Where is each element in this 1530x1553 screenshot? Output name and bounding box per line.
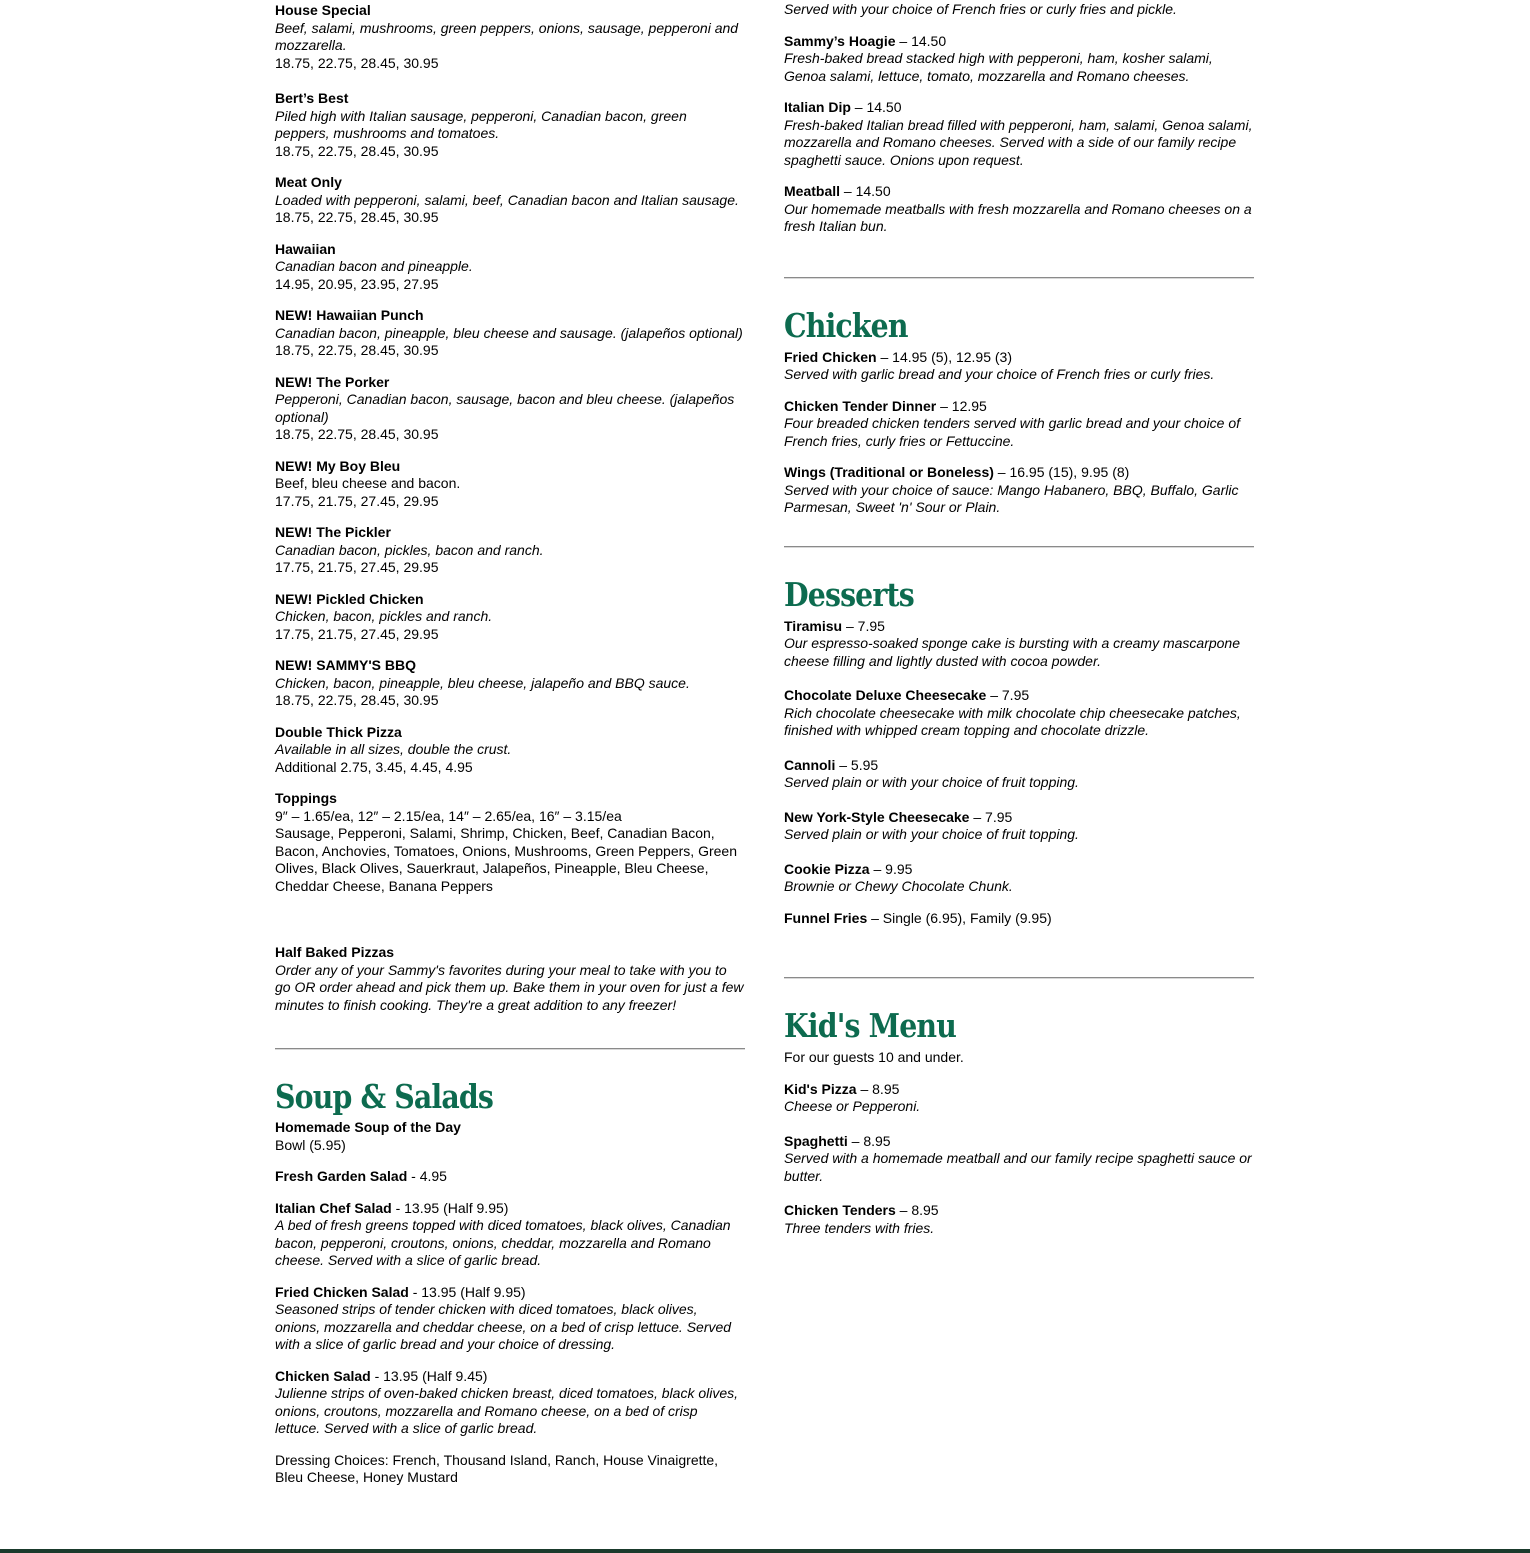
menu-item-hawaiian-punch: [275, 307, 745, 360]
item-price: – 8.95: [847, 1132, 891, 1149]
menu-item-kids-chicken-tenders: [784, 1202, 1254, 1237]
item-price: - 13.95 (Half 9.95): [408, 1283, 526, 1300]
item-description: Brownie or Chewy Chocolate Chunk.: [784, 878, 1013, 894]
item-price: – 8.95: [895, 1202, 939, 1218]
footer-bar: [0, 1549, 1530, 1553]
item-price: 14.95, 20.95, 23.95, 27.95: [275, 275, 439, 292]
item-description: Bowl (5.95): [275, 1136, 346, 1153]
menu-item-hawaiian: [275, 241, 745, 294]
item-description: Piled high with Italian sausage, pepperoni, Canadian bacon, green peppers, mushrooms and tomatoes.: [275, 107, 687, 141]
item-price: – 8.95: [856, 1080, 900, 1097]
item-name: Wings (Traditional or Boneless): [784, 464, 994, 480]
item-price: – 7.95: [969, 808, 1013, 825]
dressing-text: Dressing Choices: French, Thousand Island, Ranch, House Vinaigrette, Bleu Cheese, Honey Mustard: [275, 1451, 719, 1485]
toppings-block: [275, 790, 745, 895]
item-description: Our homemade meatballs with fresh mozzarella and Romano cheeses on a fresh Italian bun.: [784, 200, 1252, 234]
item-price: – 16.95 (15), 9.95 (8): [993, 464, 1130, 480]
item-name: New York-Style Cheesecake: [784, 808, 970, 825]
item-name: NEW! SAMMY'S BBQ: [275, 657, 416, 673]
item-name: Double Thick Pizza: [275, 723, 402, 740]
item-name: House Special: [275, 2, 371, 18]
item-name: Chicken Tender Dinner: [784, 397, 937, 414]
menu-item-funnel-fries: [784, 910, 1254, 928]
toppings-list: Sausage, Pepperoni, Salami, Shrimp, Chicken, Beef, Canadian Bacon, Bacon, Anchovies, Tomatoes, Onions, Mushrooms, Green Peppers, Green Olives, Black Olives, Sauerkraut, Jalapeños, Pineapple, Bleu Cheese, Cheddar Cheese, Banana Peppers: [275, 825, 737, 894]
menu-item-tiramisu: [784, 618, 1254, 671]
item-name: NEW! The Porker: [275, 373, 390, 390]
item-price: 17.75, 21.75, 27.45, 29.95: [275, 625, 439, 642]
item-name: Chicken Tenders: [784, 1202, 896, 1218]
item-description: Fresh-baked Italian bread filled with pepperoni, ham, salami, Genoa salami, mozzarella and Romano cheeses. Served with a side of our family recipe spaghetti sauce. Onions upon request.: [784, 116, 1253, 168]
item-description: Canadian bacon and pineapple.: [275, 258, 473, 274]
section-title-soup-salads: Soup & Salads: [275, 1077, 493, 1116]
item-price: 18.75, 22.75, 28.45, 30.95: [275, 142, 439, 159]
item-description: Served with your choice of sauce: Mango Habanero, BBQ, Buffalo, Garlic Parmesan, Sweet 'n' Sour or Plain.: [784, 481, 1239, 515]
item-price: – 9.95: [869, 860, 913, 877]
menu-item-the-porker: [275, 374, 745, 444]
item-name: Funnel Fries: [784, 909, 868, 926]
item-name: Kid's Pizza: [784, 1080, 857, 1097]
half-baked-description: Order any of your Sammy's favorites during your meal to take with you to go OR order ahead and pick them up. Bake them in your oven for just a few minutes to finish cooking. They're a great addition to any freezer!: [275, 961, 744, 1013]
hoagie-intro: [784, 1, 1254, 19]
item-price: – Single (6.95), Family (9.95): [867, 909, 1052, 926]
half-baked-block: [275, 944, 745, 1014]
menu-item-berts-best: [275, 90, 745, 160]
menu-item-kids-pizza: [784, 1081, 1254, 1116]
menu-item-pickled-chicken: [275, 591, 745, 644]
item-description: Chicken, bacon, pickles and ranch.: [275, 608, 493, 624]
menu-item-soup-of-day: [275, 1119, 745, 1154]
item-description: Served plain or with your choice of fruit topping.: [784, 774, 1079, 790]
item-price: – 14.50: [840, 183, 891, 199]
item-name: Chocolate Deluxe Cheesecake: [784, 687, 987, 703]
item-name: Fried Chicken: [784, 348, 877, 365]
item-name: Meat Only: [275, 174, 342, 190]
menu-item-garden-salad: [275, 1168, 745, 1186]
item-name: Meatball: [784, 183, 841, 199]
item-name: NEW! Pickled Chicken: [275, 590, 424, 607]
left-column: [275, 0, 745, 1501]
half-baked-title: Half Baked Pizzas: [275, 944, 395, 960]
item-description: Beef, salami, mushrooms, green peppers, onions, sausage, pepperoni and mozzarella.: [275, 19, 739, 53]
menu-item-chocolate-cheesecake: [784, 687, 1254, 740]
right-column: [784, 0, 1254, 1251]
item-description: A bed of fresh greens topped with diced tomatoes, black olives, Canadian bacon, pepperoni, croutons, onions, cheddar, mozzarella and Romano cheese. Served with a slice of garlic bread.: [275, 1217, 731, 1268]
menu-item-sammys-hoagie: [784, 33, 1254, 86]
item-description: Cheese or Pepperoni.: [784, 1098, 921, 1114]
item-name: Italian Dip: [784, 99, 851, 115]
dressing-choices: [275, 1452, 745, 1487]
item-description: Three tenders with fries.: [784, 1219, 935, 1236]
item-description: Beef, bleu cheese and bacon.: [275, 475, 461, 491]
item-description: Served with a homemade meatball and our family recipe spaghetti sauce or butter.: [784, 1150, 1252, 1184]
item-price: – 12.95: [936, 397, 987, 414]
item-name: NEW! Hawaiian Punch: [275, 307, 424, 323]
item-price: – 5.95: [835, 756, 879, 773]
item-price: 17.75, 21.75, 27.45, 29.95: [275, 559, 439, 575]
menu-item-cannoli: [784, 757, 1254, 792]
toppings-title: Toppings: [275, 790, 337, 806]
item-price: - 13.95 (Half 9.95): [391, 1199, 509, 1216]
section-title-desserts: Desserts: [784, 574, 914, 614]
item-description: Julienne strips of oven-baked chicken breast, diced tomatoes, black olives, onions, croutons, mozzarella and Romano cheese, on a bed of crisp lettuce. Served with a slice of garlic bread.: [275, 1385, 739, 1436]
menu-item-sammys-bbq: [275, 657, 745, 710]
item-description: Fresh-baked bread stacked high with pepperoni, ham, kosher salami, Genoa salami, lettuce, tomato, mozzarella and Romano cheeses.: [784, 50, 1213, 84]
item-description: Served plain or with your choice of fruit topping.: [784, 826, 1079, 842]
item-price: 18.75, 22.75, 28.45, 30.95: [275, 209, 439, 225]
item-price: Additional 2.75, 3.45, 4.45, 4.95: [275, 758, 473, 775]
item-description: Four breaded chicken tenders served with garlic bread and your choice of French fries, curly fries or Fettuccine.: [784, 415, 1241, 449]
item-description: Pepperoni, Canadian bacon, sausage, bacon and bleu cheese. (jalapeños optional): [275, 391, 735, 425]
item-price: 18.75, 22.75, 28.45, 30.95: [275, 342, 439, 358]
kids-intro: [784, 1049, 1254, 1067]
item-name: Homemade Soup of the Day: [275, 1119, 461, 1135]
item-price: 18.75, 22.75, 28.45, 30.95: [275, 692, 439, 708]
menu-item-meat-only: [275, 174, 745, 227]
item-name: Spaghetti: [784, 1132, 848, 1149]
menu-item-cookie-pizza: [784, 861, 1254, 896]
item-price: – 14.50: [895, 32, 947, 49]
menu-item-wings: [784, 464, 1254, 517]
hoagie-top-line: Served with your choice of French fries or curly fries and pickle.: [784, 1, 1177, 17]
item-price: 17.75, 21.75, 27.45, 29.95: [275, 492, 439, 509]
item-name: Fried Chicken Salad: [275, 1283, 409, 1300]
item-name: Hawaiian: [275, 240, 336, 257]
toppings-sizes: 9″ – 1.65/ea, 12″ – 2.15/ea, 14″ – 2.65/ea, 16″ – 3.15/ea: [275, 807, 622, 824]
section-title-chicken: Chicken: [784, 305, 908, 345]
item-description: Rich chocolate cheesecake with milk chocolate chip cheesecake patches, finished with whipped cream topping and chocolate drizzle.: [784, 704, 1241, 738]
item-description: Chicken, bacon, pineapple, bleu cheese, jalapeño and BBQ sauce.: [275, 674, 690, 691]
item-name: Cookie Pizza: [784, 860, 870, 877]
menu-item-double-thick: [275, 724, 745, 777]
item-description: Served with garlic bread and your choice of French fries or curly fries.: [784, 366, 1215, 382]
item-name: Tiramisu: [784, 617, 843, 634]
item-price: – 7.95: [842, 617, 885, 634]
menu-item-fried-chicken: [784, 349, 1254, 384]
item-name: Bert’s Best: [275, 90, 349, 106]
menu-item-chicken-tender-dinner: [784, 398, 1254, 451]
item-description: Canadian bacon, pickles, bacon and ranch.: [275, 541, 544, 558]
menu-item-house-special: [275, 2, 745, 72]
item-description: Loaded with pepperoni, salami, beef, Canadian bacon and Italian sausage.: [275, 191, 739, 208]
item-name: NEW! The Pickler: [275, 524, 391, 540]
kids-intro-text: For our guests 10 and under.: [784, 1049, 964, 1065]
menu-item-meatball: [784, 183, 1254, 236]
item-price: - 4.95: [407, 1168, 447, 1184]
menu-item-the-pickler: [275, 524, 745, 577]
item-description: Available in all sizes, double the crust.: [275, 741, 512, 757]
menu-item-italian-dip: [784, 99, 1254, 169]
item-price: – 14.95 (5), 12.95 (3): [876, 348, 1013, 365]
item-description: Our espresso-soaked sponge cake is bursting with a creamy mascarpone cheese filling and lightly dusted with cocoa powder.: [784, 635, 1240, 669]
item-description: Seasoned strips of tender chicken with diced tomatoes, black olives, onions, mozzarella and cheddar cheese, on a bed of crisp lettuce. Served with a slice of garlic bread and your choice of dressing.: [275, 1301, 732, 1352]
item-name: Cannoli: [784, 756, 836, 773]
item-price: 18.75, 22.75, 28.45, 30.95: [275, 54, 439, 71]
item-name: NEW! My Boy Bleu: [275, 457, 401, 474]
menu-item-chicken-salad: [275, 1368, 745, 1438]
item-name: Fresh Garden Salad: [275, 1168, 408, 1184]
menu-item-ny-cheesecake: [784, 809, 1254, 844]
item-description: Canadian bacon, pineapple, bleu cheese and sausage. (jalapeños optional): [275, 324, 743, 341]
item-name: Sammy’s Hoagie: [784, 32, 896, 49]
item-name: Italian Chef Salad: [275, 1199, 392, 1216]
menu-item-my-boy-bleu: [275, 458, 745, 511]
item-price: - 13.95 (Half 9.45): [370, 1367, 488, 1384]
item-name: Chicken Salad: [275, 1367, 371, 1384]
item-price: – 14.50: [850, 99, 902, 115]
item-price: – 7.95: [986, 687, 1030, 703]
item-price: 18.75, 22.75, 28.45, 30.95: [275, 426, 439, 442]
menu-item-kids-spaghetti: [784, 1133, 1254, 1186]
menu-item-fried-chicken-salad: [275, 1284, 745, 1354]
menu-item-italian-chef-salad: [275, 1200, 745, 1270]
section-title-kids-menu: Kid's Menu: [784, 1006, 956, 1045]
